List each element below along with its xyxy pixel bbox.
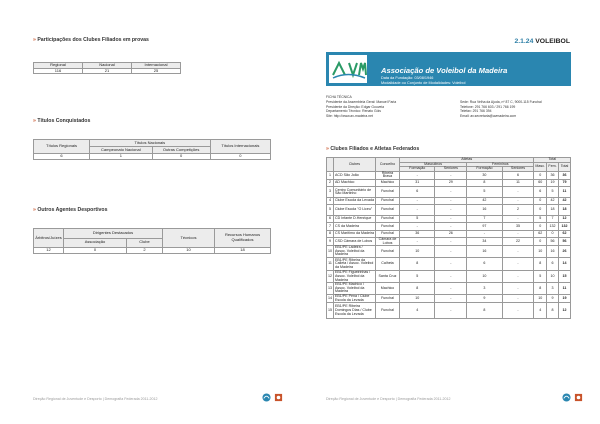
cell-tf: 3 [547, 283, 559, 295]
participacoes-table: Regional Nacional Internacional 116 21 25 [33, 62, 181, 74]
cell-ff: 6 [467, 258, 502, 271]
clubes-heading: » Clubes Filiados e Atletas Federados [326, 146, 420, 152]
cell-n: 10 [327, 246, 334, 258]
table-row [327, 197, 571, 204]
drjd-logo-icon [562, 393, 571, 402]
cell-c: AD Machico [334, 179, 376, 186]
cell-mf: 5 [400, 271, 435, 283]
cell-tt: 12 [559, 215, 571, 222]
cell-fs: 22 [502, 238, 534, 246]
table-row [327, 295, 571, 303]
cell-tf: 36 [547, 171, 559, 179]
cell-n: 3 [327, 187, 334, 198]
cell-k: Santa Cruz [376, 271, 400, 283]
cell-tm: 5 [534, 271, 547, 283]
cell-mf: 8 [400, 258, 435, 271]
cell-ff: 3 [467, 283, 502, 295]
cell-k: Câmara de Lobos [376, 238, 400, 246]
cell-n: 13 [327, 283, 334, 295]
cell-tm: 62 [534, 230, 547, 237]
cell-tm: 8 [534, 283, 547, 295]
cell-tt: 42 [559, 197, 571, 204]
cell-tt: 56 [559, 238, 571, 246]
cell-ff: 97 [467, 223, 502, 230]
cell-tt: 15 [559, 271, 571, 283]
cell-ff: 16 [467, 205, 502, 216]
cell-mf: 5 [400, 215, 435, 222]
cell-c: EB1/PE Ribeira da Caileta / Assoc. Voleibol da Madeira [334, 258, 376, 271]
cell-n: 11 [327, 258, 334, 271]
cell-fs: - [502, 283, 534, 295]
cell-fs: - [502, 197, 534, 204]
cell-tt: 132 [559, 223, 571, 230]
cell-k: Ribeira Brava [376, 171, 400, 179]
cell-n: 12 [327, 271, 334, 283]
cell-mf: - [400, 223, 435, 230]
cell-n: 5 [327, 205, 334, 216]
cell-c: EB1/PE Machico / Assoc. Voleibol da Madeira [334, 283, 376, 295]
cell-tf: 10 [547, 271, 559, 283]
cell-tf: 19 [547, 179, 559, 186]
table-row [327, 283, 571, 295]
cell-tm: 10 [534, 295, 547, 303]
cell-c: CSD Câmara de Lobos [334, 238, 376, 246]
cell-ms: - [435, 215, 467, 222]
cell-mf: - [400, 171, 435, 179]
cell-fs: - [502, 246, 534, 258]
cell-mf: - [400, 238, 435, 246]
cell-k: Funchal [376, 187, 400, 198]
titulos-heading: » Títulos Conquistados [33, 118, 91, 124]
table-row [327, 230, 571, 237]
cell-ms: - [435, 258, 467, 271]
cell-n: 8 [327, 230, 334, 237]
cell-tf: 16 [547, 246, 559, 258]
cell-tm: 5 [534, 215, 547, 222]
cell-tm: 0 [534, 197, 547, 204]
cell-tt: 36 [559, 171, 571, 179]
cell-ff: 7 [467, 215, 502, 222]
right-page [300, 0, 600, 424]
cell-c: EB1/PE Pena / Clube Escola da Levada [334, 295, 376, 303]
cell-mf: 36 [400, 230, 435, 237]
cell-fs: - [502, 215, 534, 222]
table-row [327, 223, 571, 230]
cell-n: 7 [327, 223, 334, 230]
cell-c: CS da Madeira [334, 223, 376, 230]
cell-mf: 10 [400, 246, 435, 258]
cell-c: Clube Escola da Levada [334, 197, 376, 204]
cell-tm: 0 [534, 238, 547, 246]
cell-tm: 6 [534, 187, 547, 198]
cell-tf: 5 [547, 187, 559, 198]
modalidade: Modalidade ou Conjunto de Modalidades: Voleibol [381, 81, 466, 85]
cell-ms: - [435, 197, 467, 204]
cell-tm: 0 [534, 223, 547, 230]
cell-k: Funchal [376, 205, 400, 216]
cell-ms: - [435, 303, 467, 319]
cell-ms: 26 [435, 230, 467, 237]
cell-k: Funchal [376, 215, 400, 222]
association-name: Associação de Voleibol da Madeira [381, 66, 508, 75]
cell-c: Centro Comunitário de São Martinho [334, 187, 376, 198]
cell-k: Funchal [376, 223, 400, 230]
cell-fs: 6 [502, 171, 534, 179]
cell-ff: 16 [467, 246, 502, 258]
cell-n: 9 [327, 238, 334, 246]
table-row [327, 238, 571, 246]
region-logo-icon [574, 393, 583, 402]
cell-k: Funchal [376, 197, 400, 204]
cell-mf: 4 [400, 303, 435, 319]
cell-tt: 62 [559, 230, 571, 237]
cell-tt: 11 [559, 283, 571, 295]
cell-k: Funchal [376, 295, 400, 303]
cell-mf: 8 [400, 283, 435, 295]
table-row [327, 303, 571, 319]
cell-fs: 2 [502, 205, 534, 216]
cell-mf: 10 [400, 295, 435, 303]
table-row [327, 187, 571, 198]
cell-tt: 26 [559, 246, 571, 258]
cell-tt: 19 [559, 295, 571, 303]
cell-tf: 18 [547, 205, 559, 216]
cell-tf: 56 [547, 238, 559, 246]
cell-ms: - [435, 246, 467, 258]
cell-tt: 18 [559, 205, 571, 216]
table-row [327, 246, 571, 258]
cell-ms: 29 [435, 179, 467, 186]
cell-ff: 30 [467, 171, 502, 179]
table-row [327, 179, 571, 186]
cell-tf: 42 [547, 197, 559, 204]
cell-tf: 0 [547, 230, 559, 237]
cell-tt: 14 [559, 258, 571, 271]
section-heading: 2.1.24 VOLEIBOL [514, 38, 570, 45]
cell-fs: - [502, 258, 534, 271]
cell-c: EB1/PE Figueirinhas / Assoc. Voleibol da Madeira [334, 271, 376, 283]
cell-n: 14 [327, 295, 334, 303]
cell-ff: 34 [467, 238, 502, 246]
cell-c: EB1/PE Ribeira Domingos Dias / Clube Escola da Levada [334, 303, 376, 319]
cell-k: Funchal [376, 246, 400, 258]
cell-mf: - [400, 205, 435, 216]
cell-ms: - [435, 295, 467, 303]
cell-tf: 6 [547, 258, 559, 271]
cell-ff: 8 [467, 179, 502, 186]
cell-ms: - [435, 205, 467, 216]
cell-ms: - [435, 223, 467, 230]
cell-tm: 0 [534, 171, 547, 179]
participacoes-heading: » Participações dos Clubes Filiados em provas [33, 37, 149, 43]
cell-tf: 132 [547, 223, 559, 230]
cell-mf: - [400, 197, 435, 204]
cell-k: Funchal [376, 303, 400, 319]
cell-n: 4 [327, 197, 334, 204]
avm-logo-icon [329, 55, 367, 83]
cell-ff: - [467, 230, 502, 237]
cell-fs: - [502, 230, 534, 237]
cell-ff: 42 [467, 197, 502, 204]
cell-k: Machico [376, 283, 400, 295]
table-row [327, 215, 571, 222]
agentes-table: Árbitros/Juízes Dirigentes Destacados Técnicos Recursos Humanos Qualificados Associação Clube 12 0 2 10 18 [33, 228, 271, 254]
data-fundacao: Data da Fundação: 03/08/1946 [381, 76, 434, 80]
cell-c: CS Marítimo da Madeira [334, 230, 376, 237]
cell-tm: 10 [534, 246, 547, 258]
cell-tt: 11 [559, 187, 571, 198]
clubes-table: Clubes Concelho Atletas Total Masculinos Femininos Masc. Fem. Total Formação Seniores Formação Seniores 1 ACD São João Ribeira Brava - - 30 6 0 36 36 2 AD Machico Machico 31 29 8 11 60 19 79 3 Centro Comunitário de São Martinho Funchal 6 - 5 - 6 5 11 4 Clube Escola da Levada Funchal - - 42 - 0 42 42 5 Clube Escola "O Liceu" Funchal - - 16 2 0 18 18 6 CD Infante D.Henrique Funchal 5 - 7 - 5 7 12 7 CS da Madeira Funchal - - 97 35 0 132 132 8 CS Marítimo da Madeira Funchal 36 26 - - 62 0 62 9 CSD Câmara de Lobos Câmara de Lobos - - 34 22 0 56 56 10 EB1/PE Ladeira / Assoc. Voleibol da Madeira Funchal 10 - 16 - 10 16 26 11 EB1/PE Ribeira da Caileta / Assoc. Voleibol da Madeira Calheta 8 - 6 - 8 6 14 12 EB1/PE Figueirinhas / Assoc. Voleibol da Madeira Santa Cruz 5 - 10 - 5 10 15 13 EB1/PE Machico / Assoc. Voleibol da Madeira Machico 8 - 3 - 8 3 11 14 EB1/PE Pena / Clube Escola da Levada Funchal 10 - 9 - 10 9 19 15 EB1/PE Ribeira Domingos Dias / Clube Escola da Levada Funchal 4 - 8 - 4 8 12 [326, 157, 571, 319]
cell-n: 2 [327, 179, 334, 186]
cell-fs: 11 [502, 179, 534, 186]
cell-tf: 9 [547, 295, 559, 303]
cell-ff: 10 [467, 271, 502, 283]
cell-k: Funchal [376, 230, 400, 237]
cell-tm: 0 [534, 205, 547, 216]
cell-tf: 7 [547, 215, 559, 222]
cell-mf: 6 [400, 187, 435, 198]
region-logo-icon [274, 393, 283, 402]
cell-fs: - [502, 295, 534, 303]
cell-ms: - [435, 187, 467, 198]
agentes-heading: » Outros Agentes Desportivos [33, 207, 108, 213]
table-row [327, 171, 571, 179]
cell-ms: - [435, 238, 467, 246]
avm-logo [329, 55, 367, 83]
cell-tt: 12 [559, 303, 571, 319]
cell-n: 15 [327, 303, 334, 319]
cell-ms: - [435, 271, 467, 283]
cell-n: 6 [327, 215, 334, 222]
right-footer: Direção Regional de Juventude e Desporto | Demografia Federada 2011-2012 [326, 397, 451, 401]
cell-ff: 5 [467, 187, 502, 198]
drjd-logo-icon [262, 393, 271, 402]
titulos-table: Títulos Regionais Títulos Nacionais Títulos Internacionais Campeonato Nacional Outras Competições 6 1 0 0 [33, 139, 271, 160]
cell-c: Clube Escola "O Liceu" [334, 205, 376, 216]
cell-ms: - [435, 171, 467, 179]
cell-k: Machico [376, 179, 400, 186]
cell-mf: 31 [400, 179, 435, 186]
cell-n: 1 [327, 171, 334, 179]
cell-ms: - [435, 283, 467, 295]
cell-tm: 4 [534, 303, 547, 319]
cell-tt: 79 [559, 179, 571, 186]
cell-ff: 8 [467, 303, 502, 319]
ficha-tecnica-right: Sede: Rua Velha da Ajuda, nº 87 C, 9000-115 Funchal Telefone: 291 766 603 / 291 766 199 Telefax: 291 766 394 Email: av.secretaria@avmadeira.com [460, 99, 542, 119]
cell-ff: 9 [467, 295, 502, 303]
cell-fs: - [502, 187, 534, 198]
cell-fs: - [502, 303, 534, 319]
cell-tm: 60 [534, 179, 547, 186]
cell-tm: 8 [534, 258, 547, 271]
cell-c: CD Infante D.Henrique [334, 215, 376, 222]
table-row [327, 258, 571, 271]
cell-c: ACD São João [334, 171, 376, 179]
cell-k: Calheta [376, 258, 400, 271]
ficha-tecnica-left: FICHA TÉCNICA Presidente da Assembleia Geral: Manuel Faria Presidente da Direção: Edgar Gouveia Departamento Técnico: Renato Góis Site: http://www.av-madeira.net [326, 95, 397, 119]
association-header [326, 52, 571, 86]
table-row [327, 271, 571, 283]
cell-fs: 35 [502, 223, 534, 230]
left-footer: Direção Regional de Juventude e Desporto | Demografia Federada 2011-2012 [33, 397, 158, 401]
cell-tf: 8 [547, 303, 559, 319]
table-row [327, 205, 571, 216]
cell-c: EB1/PE Ladeira / Assoc. Voleibol da Madeira [334, 246, 376, 258]
cell-fs: - [502, 271, 534, 283]
